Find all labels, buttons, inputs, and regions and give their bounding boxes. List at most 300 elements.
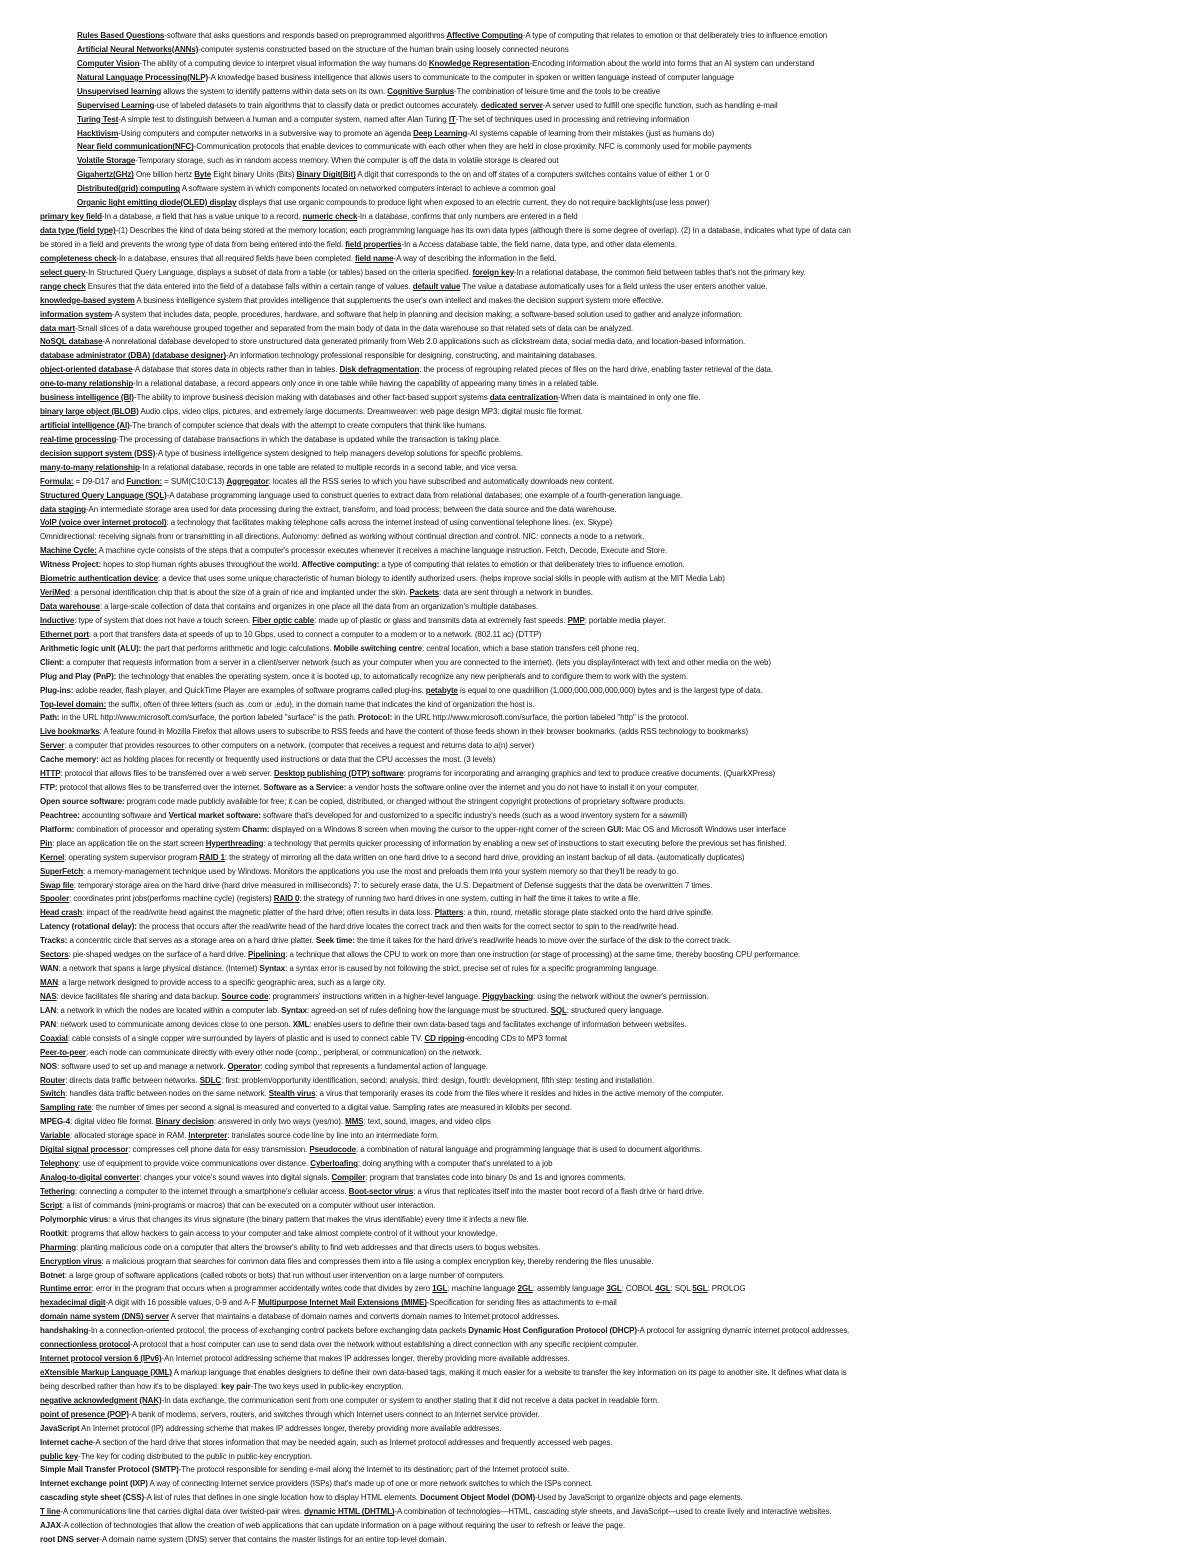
note-line xyxy=(40,1116,1180,1127)
term: Digital signal processor xyxy=(40,1145,129,1155)
term: Swap file xyxy=(40,880,74,890)
note-line xyxy=(40,1214,1180,1225)
note-line xyxy=(40,1047,1180,1058)
note-line xyxy=(40,1311,1180,1322)
term: Hacktivism xyxy=(77,128,119,138)
note-line xyxy=(40,1228,1180,1239)
definition-text: An Internet protocol (IP) addressing scheme that makes IP addresses longer, thereby providing more available addresses. xyxy=(79,1423,502,1433)
note-line xyxy=(40,1478,1180,1489)
term: field name xyxy=(354,253,394,263)
definition-text: -A way of describing the information in the field. xyxy=(393,253,557,263)
term: Live bookmarks xyxy=(40,727,100,737)
term: one-to-many relationship xyxy=(40,379,134,389)
note-line xyxy=(40,420,1180,431)
term: Router xyxy=(40,1075,66,1085)
definition-text: : doing anything with a computer that's unrelated to a job xyxy=(357,1159,553,1169)
definition-text: -When data is maintained in only one file. xyxy=(558,393,701,403)
term: Syntax xyxy=(281,1005,307,1015)
definition-text: : made up of plastic or glass and transmits data at extremely fast speeds. xyxy=(314,615,568,625)
definition-text: protocol that allows files to be transferred over the internet. xyxy=(57,783,264,792)
term: NOS xyxy=(40,1061,58,1071)
note-line xyxy=(77,141,1180,152)
note-line xyxy=(40,253,1180,264)
definition-text: : a network that spans a large physical distance. (Internet) xyxy=(58,964,260,974)
definition-text: : a malicious program that searches for common data files and compresses them into a file using a complex encryption key, thereby rendering the files unusable. xyxy=(101,1256,654,1266)
note-line xyxy=(40,267,1180,278)
term: Variable xyxy=(40,1131,70,1141)
definition-text: a type of computing that relates to emotion or that deliberately tries to influence emotion. xyxy=(379,560,685,570)
definition-text: : a list of commands (mini-programs or macros) that can be executed on a computer without user interaction. xyxy=(62,1200,436,1210)
term: real-time processing xyxy=(40,434,117,444)
term: Server xyxy=(40,741,65,751)
definition-text: : data are sent through a network in bundles. xyxy=(439,588,593,598)
term: AJAX xyxy=(40,1521,61,1531)
definition-text: : a personal identification chip that is about the size of a grain of rice and implanted under the skin. xyxy=(69,588,410,598)
definition-text: program code made publicly available for free; it can be copied, distributed, or changed without the stringent copyright protections of proprietary software products. xyxy=(124,797,686,806)
definition-text: : cable consists of a single copper wire surrounded by layers of plastic and is used to connect cable TV. xyxy=(67,1033,425,1043)
term: Desktop publishing (DTP) software xyxy=(274,769,404,779)
term: Sampling rate xyxy=(40,1103,92,1113)
definition-text: in the URL http://www.microsoft.com/surface, the portion labeled "surface" is the path. xyxy=(59,713,358,723)
term: dynamic HTML (DHTML) xyxy=(304,1507,395,1517)
definition-text: : structured query language. xyxy=(566,1005,664,1015)
term: Packets xyxy=(409,588,440,598)
term: NAS xyxy=(40,991,57,1001)
term: HTTP xyxy=(40,769,61,779)
term: Dynamic Host Configuration Protocol (DHCP) xyxy=(468,1326,637,1336)
term: knowledge-based system xyxy=(40,295,135,305)
definition-text: : portable media player. xyxy=(584,615,666,625)
term: Interpreter xyxy=(188,1131,228,1141)
definition-text: the technology that enables the operating system, once it is booted up, to automatically recognize any new peripherals and to configure them to work with the system. xyxy=(116,671,688,681)
definition-text: A markup language that enables designers to define their own data-based tags, making it much easier for a website to transfer the key information on its page to another site. It defines what data is xyxy=(171,1368,847,1377)
definition-text: : a technique that allows the CPU to work on more than one instruction (or stage of processing) at the same time, thereby boosting CPU performance. xyxy=(285,950,801,960)
definition-text: -In a database, ensures that all required fields have been completed. xyxy=(116,253,355,263)
term: Ethernet port xyxy=(40,629,89,639)
definition-text: : programs for incorporating and arranging graphics and text to produce creative documents. (QuarkXPress) xyxy=(403,769,776,779)
definition-text: : type of system that does not have a touch screen. xyxy=(74,615,253,625)
definition-text: : a syntax error is caused by not following the strict, precise set of rules for a specific programming language. xyxy=(285,964,659,974)
term: Plug-ins: xyxy=(40,685,74,695)
note-line xyxy=(40,726,1180,737)
term: Open source software: xyxy=(40,797,125,806)
term: FTP: xyxy=(40,783,58,792)
term: Mobile switching centre xyxy=(333,643,423,653)
definition-text: -Specification for sending files as attachments to e-mail xyxy=(426,1298,617,1308)
note-line xyxy=(40,1019,1180,1030)
note-line xyxy=(40,587,1180,598)
note-line xyxy=(40,671,1180,682)
note-line xyxy=(77,114,1180,125)
definition-text: a concentric circle that serves as a storage area on a hard drive platter. xyxy=(67,936,316,946)
definition-text: -An information technology professional responsible for designing, constructing, and maintaining databases. xyxy=(225,351,597,361)
definition-text: -A database programming language used to construct queries to extract data from relational databases; one example of a fourth-generation language. xyxy=(166,490,683,500)
term: Document Object Model (DOM) xyxy=(420,1493,536,1503)
term: Tracks: xyxy=(40,936,68,946)
definition-text: -A nonrelational database developed to store unstructured data generated primarily from Web 2.0 applications such as clickstream data, social media data, and location-based information. xyxy=(102,337,746,347)
term: IT xyxy=(448,114,456,124)
term: Pharming xyxy=(40,1242,77,1252)
note-line xyxy=(40,1520,1180,1531)
definition-text: -A knowledge based business intelligence that allows users to communicate to the computer in spoken or written language instead of computer language xyxy=(208,72,735,82)
note-line xyxy=(40,1409,1180,1420)
term: Deep Learning xyxy=(413,128,468,138)
note-line xyxy=(40,350,1180,361)
term: petabyte xyxy=(425,685,458,695)
note-line xyxy=(40,643,1180,654)
definition-text: : compresses cell phone data for easy transmission. xyxy=(128,1145,310,1155)
term: Affective computing: xyxy=(301,560,380,570)
term: Stealth virus xyxy=(268,1089,316,1099)
note-line xyxy=(40,1033,1180,1044)
term: cascading style sheet (CSS) xyxy=(40,1493,145,1503)
definition-text: -A communications line that carries digital data over twisted-pair wires. xyxy=(60,1507,305,1517)
term: Source code xyxy=(221,991,269,1001)
definition-text: : a port that transfers data at speeds of up to 10 Gbps, used to connect a computer to a modem or to a network. (802.11 ac) (DTTP) xyxy=(88,629,542,639)
note-line xyxy=(40,1367,1180,1378)
term: Hyperthreading xyxy=(205,838,264,848)
definition-text: accounting software and xyxy=(79,810,169,820)
definition-text: : machine language xyxy=(447,1284,518,1294)
definition-text: A server that maintains a database of domain names and converts domain names to Internet protocol addresses. xyxy=(168,1312,560,1322)
term: XML xyxy=(292,1019,310,1029)
term: Simple Mail Transfer Protocol (SMTP) xyxy=(40,1465,179,1475)
note-line xyxy=(40,559,1180,570)
note-line xyxy=(40,1158,1180,1169)
term: Gigahertz(GHz) xyxy=(77,170,134,180)
term: Organic light emitting diode(OLED) display xyxy=(77,198,237,208)
note-line xyxy=(40,378,1180,389)
note-line xyxy=(40,1395,1180,1406)
term: Cache memory: xyxy=(40,755,99,765)
definition-text: : a network in which the nodes are located within a computer lab. xyxy=(56,1005,282,1015)
definition-text: the time it takes for the hard drive's read/write heads to move over the surface of the disk to the correct track. xyxy=(354,936,731,946)
note-line xyxy=(40,949,1180,960)
definition-text: A software system in which components located on networked computers interact to achieve a common goal xyxy=(180,184,556,194)
term: default value xyxy=(412,281,461,291)
definition-text: -An Internet protocol addressing scheme that makes IP addresses longer, thereby providing more available addresses. xyxy=(161,1354,570,1363)
definition-text: A business intelligence system that provides intelligence that supplements the user's own intellect and makes the decision support system more effective. xyxy=(134,295,664,305)
term: Disk defragmentation xyxy=(339,365,420,375)
definition-text: : a technology that facilitates making telephone calls across the internet instead of using conventional telephone lines. (ex. Skype) xyxy=(166,518,613,528)
definition-text: : allocated storage space in RAM. xyxy=(69,1131,189,1141)
note-line xyxy=(40,754,1180,765)
note-line xyxy=(40,866,1180,877)
note-line xyxy=(40,1102,1180,1113)
definition-text: : directs data traffic between networks. xyxy=(65,1075,200,1085)
definition-text: : the strategy of mirroring all the data written on one hard drive to a second hard drive, providing an instant backup of all data. (automatically duplicates) xyxy=(224,852,745,862)
term: Near field communication(NFC) xyxy=(77,142,194,152)
definition-text: : protocol that allows files to be transferred over a web server. xyxy=(60,769,275,779)
term: Peer-to-peer xyxy=(40,1047,86,1057)
term: domain name system (DNS) server xyxy=(40,1312,169,1322)
term: root DNS server xyxy=(40,1535,100,1545)
term: data staging xyxy=(40,504,86,514)
note-line xyxy=(77,72,1180,83)
note-line xyxy=(40,810,1180,821)
term: 1GL xyxy=(432,1284,448,1294)
definition-text: : device facilitates file sharing and data backup. xyxy=(56,991,222,1001)
term: Client: xyxy=(40,657,65,667)
definition-text: -Used by JavaScript to organize objects and page elements. xyxy=(535,1493,743,1503)
definition-text: : each node can communicate directly with every other node (comp., peripheral, or communication) on the network. xyxy=(85,1047,482,1057)
term: decision support system (DSS) xyxy=(40,448,156,458)
definition-text: : the number of times per second a signal is measured and converted to a digital value. Sampling rates are measured in kilobits per second. xyxy=(91,1103,572,1113)
term: Cognitive Surplus xyxy=(387,86,455,96)
definition-text: displays that use organic compounds to produce light when exposed to an electric current, they do not require backlights(use less power) xyxy=(236,198,710,208)
definition-text: -An intermediate storage area used for data processing during the extract, transform, and load process; between the data source and the data warehouse. xyxy=(85,504,617,514)
term: point of presence (POP) xyxy=(40,1409,129,1419)
note-line xyxy=(40,1297,1180,1308)
term: Platters xyxy=(434,908,464,918)
note-line xyxy=(40,1186,1180,1197)
note-line xyxy=(40,615,1180,626)
note-line xyxy=(40,1492,1180,1503)
definition-text: : a computer that provides resources to other computers on a network. (computer that receives a request and returns data to a(n) server) xyxy=(64,741,535,751)
term: Pin xyxy=(40,838,53,848)
note-line xyxy=(40,1242,1180,1253)
term: negative acknowledgment (NAK) xyxy=(40,1395,162,1405)
note-line xyxy=(40,1200,1180,1211)
term: Top-level domain: xyxy=(40,699,107,709)
term: Byte xyxy=(194,170,212,180)
term: Charm: xyxy=(242,824,270,834)
definition-text: -In a connection-oriented protocol, the process of exchanging control packets before exchanging data packets xyxy=(88,1326,469,1336)
term: Head crash xyxy=(40,908,83,918)
term: 3GL xyxy=(606,1284,622,1294)
definition-text: : place an application tile on the start screen xyxy=(52,838,206,848)
term: VoIP (voice over internet protocol) xyxy=(40,518,167,528)
term: PMP xyxy=(567,615,585,625)
definition-text: : programmers' instructions written in a higher-level language. xyxy=(268,991,483,1001)
definition-text: -The protocol responsible for sending e-mail along the Internet to its destination; part of the Internet protocol suite. xyxy=(178,1465,570,1475)
term: Boot-sector virus xyxy=(348,1186,414,1196)
term: Artificial Neural Networks(ANNs) xyxy=(77,44,199,54)
definition-text: : planting malicious code on a computer that alters the browser's ability to find web addresses and that directs users to bogus websites. xyxy=(76,1242,541,1252)
note-line xyxy=(40,211,1180,222)
definition-text: -The processing of database transactions in which the database is updated while the transaction is taking place. xyxy=(116,434,501,444)
term: data type (field type) xyxy=(40,226,116,235)
term: Machine Cycle: xyxy=(40,546,97,556)
term: Unsupervised learning xyxy=(77,86,162,96)
term: Analog-to-digital converter xyxy=(40,1173,140,1182)
definition-text: : central location, which a base station transfers cell phone req. xyxy=(422,643,639,653)
term: Binary Digit(Bit) xyxy=(296,170,356,180)
definition-text: -A server used to fulfill one specific function, such as handling e-mail xyxy=(542,100,778,110)
definition-text: -(1) Describes the kind of data being stored at the memory location; each programming language has its own data types (although there is some degree of overlap). (2) In a database, indicates what type of data can xyxy=(115,226,851,235)
term: Biometric authentication device xyxy=(40,574,158,584)
note-line xyxy=(40,991,1180,1002)
term: Polymorphic virus xyxy=(40,1214,109,1224)
note-line xyxy=(40,364,1180,375)
note-line xyxy=(77,86,1180,97)
note-line xyxy=(77,183,1180,194)
note-line xyxy=(40,1130,1180,1141)
term: Encryption virus xyxy=(40,1256,102,1266)
note-line xyxy=(40,434,1180,445)
note-line xyxy=(40,782,1180,793)
definition-text: : connecting a computer to the internet through a smartphone's cellular access. xyxy=(74,1186,349,1196)
term: Fiber optic cable xyxy=(252,615,315,625)
definition-text: : COBOL xyxy=(621,1284,656,1294)
note-line xyxy=(40,907,1180,918)
definition-text: -A section of the hard drive that stores information that may be needed again, such as Internet protocol addresses and frequently accessed web pages. xyxy=(92,1437,613,1447)
definition-text: -AI systems capable of learning from their mistakes (just as humans do) xyxy=(467,128,715,138)
term: field properties xyxy=(345,239,402,249)
definition-text: Ensures that the data entered into the field of a database falls within a certain range of values. xyxy=(85,281,413,291)
definition-text: : answered in only two ways (yes/no). xyxy=(213,1117,346,1127)
definition-text: : operating system supervisor program xyxy=(64,852,200,862)
term: connectionless protocol xyxy=(40,1340,131,1350)
definition-text: the process that occurs after the read/write head of the hard drive locates the correct track and then waits for the correct sector to spin to the read/write head. xyxy=(136,922,679,932)
definition-text: -A type of computing that relates to emotion or that deliberately tries to influence emotion xyxy=(522,31,828,40)
note-line xyxy=(40,1270,1180,1281)
definition-text: : a memory-management technique used by Windows. Monitors the applications you use the most and preloads them into your system memory so that they'll be ready to go. xyxy=(83,866,679,876)
definition-text: hopes to stop human rights abuses throughout the world. xyxy=(101,560,302,570)
note-line xyxy=(77,58,1180,69)
note-line xyxy=(40,838,1180,849)
definition-text: : assembly language xyxy=(532,1284,607,1294)
term: Rules Based Questions xyxy=(77,31,165,40)
definition-text: a computer that requests information from a server in a client/server network (such as your computer when you are connected to the internet). (lets you display/interact with text and other media on the web) xyxy=(64,657,771,667)
definition-text: -The combination of leisure time and the tools to be creative xyxy=(454,86,661,96)
term: SQL xyxy=(550,1005,567,1015)
definition-text: : A feature found in Mozilla Firefox that allows users to subscribe to RSS feeds and have the content of those feeds shown in their browser bookmarks. (adds RSS technology to bookmarks) xyxy=(99,727,749,737)
term: Structured Query Language (SQL) xyxy=(40,490,167,500)
term: Computer Vision xyxy=(77,58,140,68)
definition-text: -In data exchange, the communication sent from one computer or system to another stating that it did not receive a data packet in readable form. xyxy=(161,1395,660,1405)
term: 2GL xyxy=(517,1284,533,1294)
definition-text: -The key for coding distributed to the public in public-key encryption. xyxy=(78,1451,313,1461)
term: binary large object (BLOB) xyxy=(40,407,139,416)
definition-text: : handles data traffic between nodes on the same network. xyxy=(65,1089,269,1099)
definition-text: displayed on a Windows 8 screen when moving the cursor to the upper-right corner of the screen xyxy=(269,824,608,834)
definition-text: -In a Access database table, the field name, data type, and other data elements. xyxy=(401,239,677,249)
definition-text: A digit that corresponds to the on and off states of a computers switches contains value of either 1 or 0 xyxy=(355,170,710,180)
definition-text: : a large-scale collection of data that contains and organizes in one place all the data from an organization's multiple databases. xyxy=(99,602,539,611)
note-line xyxy=(40,629,1180,640)
term: eXtensible Markup Language (XML) xyxy=(40,1368,172,1377)
note-line xyxy=(40,1144,1180,1155)
term: Turing Test xyxy=(77,114,119,124)
note-line xyxy=(77,155,1180,166)
term: Function: xyxy=(126,476,163,486)
term: Knowledge Representation xyxy=(428,58,530,68)
note-line xyxy=(40,893,1180,904)
note-line xyxy=(40,977,1180,988)
note-line xyxy=(77,100,1180,111)
definition-text: -In a relational database, records in one table are related to multiple records in a second table, and vice versa. xyxy=(139,462,518,472)
term: Binary decision xyxy=(155,1117,214,1127)
definition-text: = SUM(C10:C13) xyxy=(162,476,227,486)
definition-text: : PROLOG xyxy=(707,1284,746,1294)
definition-text: in the URL http://www.microsoft.com/surface, the portion labeled "http" is the protocol. xyxy=(392,713,689,723)
term: Affective Computing xyxy=(446,31,523,40)
definition-text: -A protocol for assigning dynamic internet protocol addresses. xyxy=(636,1326,850,1336)
note-line xyxy=(40,531,1180,542)
term: business intelligence (BI) xyxy=(40,393,134,403)
note-line xyxy=(40,1339,1180,1350)
definition-text: -A type of business intelligence system designed to help managers develop solutions for specific problems. xyxy=(155,448,523,458)
note-line xyxy=(40,490,1180,501)
note-line xyxy=(77,169,1180,180)
term: MAN xyxy=(40,978,58,987)
term: MMS xyxy=(345,1117,364,1127)
note-line xyxy=(77,44,1180,55)
note-line xyxy=(40,935,1180,946)
note-line xyxy=(40,601,1180,612)
definition-text: -Encoding information about the world into forms that an AI system can understand xyxy=(529,58,815,68)
note-line xyxy=(40,225,1180,236)
term: range check xyxy=(40,281,86,291)
term: Spooler xyxy=(40,894,70,904)
definition-text: -The set of techniques used in processing and retrieving information xyxy=(455,114,690,124)
definition-text: : coding symbol that represents a fundamental action of language. xyxy=(260,1061,488,1071)
definition-text: : program that translates code into binary 0s and 1s and ignores comments. xyxy=(365,1173,626,1182)
term: object-oriented database xyxy=(40,365,133,375)
definition-text: One billion hertz xyxy=(133,170,195,180)
definition-text: adobe reader, flash player, and QuickTime Player are examples of software programs called plug-ins. xyxy=(73,685,426,695)
term: information system xyxy=(40,309,112,319)
definition-text: : digital video file format. xyxy=(70,1117,156,1127)
term: Script xyxy=(40,1200,63,1210)
note-line xyxy=(40,796,1180,807)
definition-text: : translates source code line by line into an intermediate form. xyxy=(227,1131,439,1141)
definition-text: -A simple test to distinguish between a human and a computer system, named after Alan Turing xyxy=(118,114,449,124)
definition-text: : network used to communicate among devices close to one person. xyxy=(56,1019,293,1029)
term: many-to-many relationship xyxy=(40,462,140,472)
term: Distributed(grid) computing xyxy=(77,184,181,194)
definition-text: combination of processor and operating system xyxy=(74,824,243,834)
term: hexadecimal digit xyxy=(40,1298,106,1308)
definition-text: : text, sound, images, and video clips xyxy=(363,1117,491,1127)
note-line xyxy=(40,1172,1180,1183)
note-line xyxy=(40,1325,1180,1336)
definition-text: : a virus that replicates itself into the master boot record of a flash drive or hard drive. xyxy=(413,1186,705,1196)
term: WAN xyxy=(40,964,59,974)
definition-text: being described rather than how it's to be displayed. xyxy=(40,1381,222,1391)
definition-text: : agreed-on set of rules defining how the language must be structured. xyxy=(306,1005,551,1015)
term: dedicated server xyxy=(480,100,543,110)
term: Internet cache xyxy=(40,1437,93,1447)
definition-text: : a technology that permits quicker processing of information by enabling a new set of instructions to start executing before the previous set has finished. xyxy=(263,838,787,848)
definition-text: : a large network designed to provide access to a specific geographic area, such as a large city. xyxy=(57,978,386,987)
note-line xyxy=(40,309,1180,320)
term: Path: xyxy=(40,713,60,723)
note-line xyxy=(40,1381,1180,1392)
term: Cyberloafing xyxy=(310,1159,358,1169)
term: select query xyxy=(40,267,86,277)
note-line xyxy=(40,1437,1180,1448)
definition-text: : a large group of software applications (called robots or bots) that run without user intervention on a large number of computers. xyxy=(64,1270,505,1280)
term: MPEG-4 xyxy=(40,1117,71,1127)
definition-text: -use of labeled datasets to train algorithms that to classify data or predict outcomes accurately. xyxy=(154,100,481,110)
term: Peachtree: xyxy=(40,810,80,820)
definition-text: : the process of regrouping related pieces of files on the hard drive, enabling faster retrieval of the data. xyxy=(419,365,774,375)
definition-text: -In a database, a field that has a value unique to a record. xyxy=(101,212,303,221)
definition-text: : locates all the RSS series to which you have subscribed and automatically downloads new content. xyxy=(268,476,615,486)
term: Multipurpose Internet Mail Extensions (MIME) xyxy=(258,1298,427,1308)
note-line xyxy=(40,921,1180,932)
definition-text: is equal to one quadrillion (1,000,000,000,000,000) bytes and is the largest type of data. xyxy=(457,685,763,695)
term: Volatile Storage xyxy=(77,156,136,166)
note-line xyxy=(40,963,1180,974)
definition-text: : use of equipment to provide voice communications over distance. xyxy=(78,1159,311,1169)
term: Telephony xyxy=(40,1159,79,1169)
term: Rootkit xyxy=(40,1228,67,1238)
definition-text: the part that performs arithmetic and logic calculations. xyxy=(141,643,334,653)
note-line xyxy=(40,768,1180,779)
